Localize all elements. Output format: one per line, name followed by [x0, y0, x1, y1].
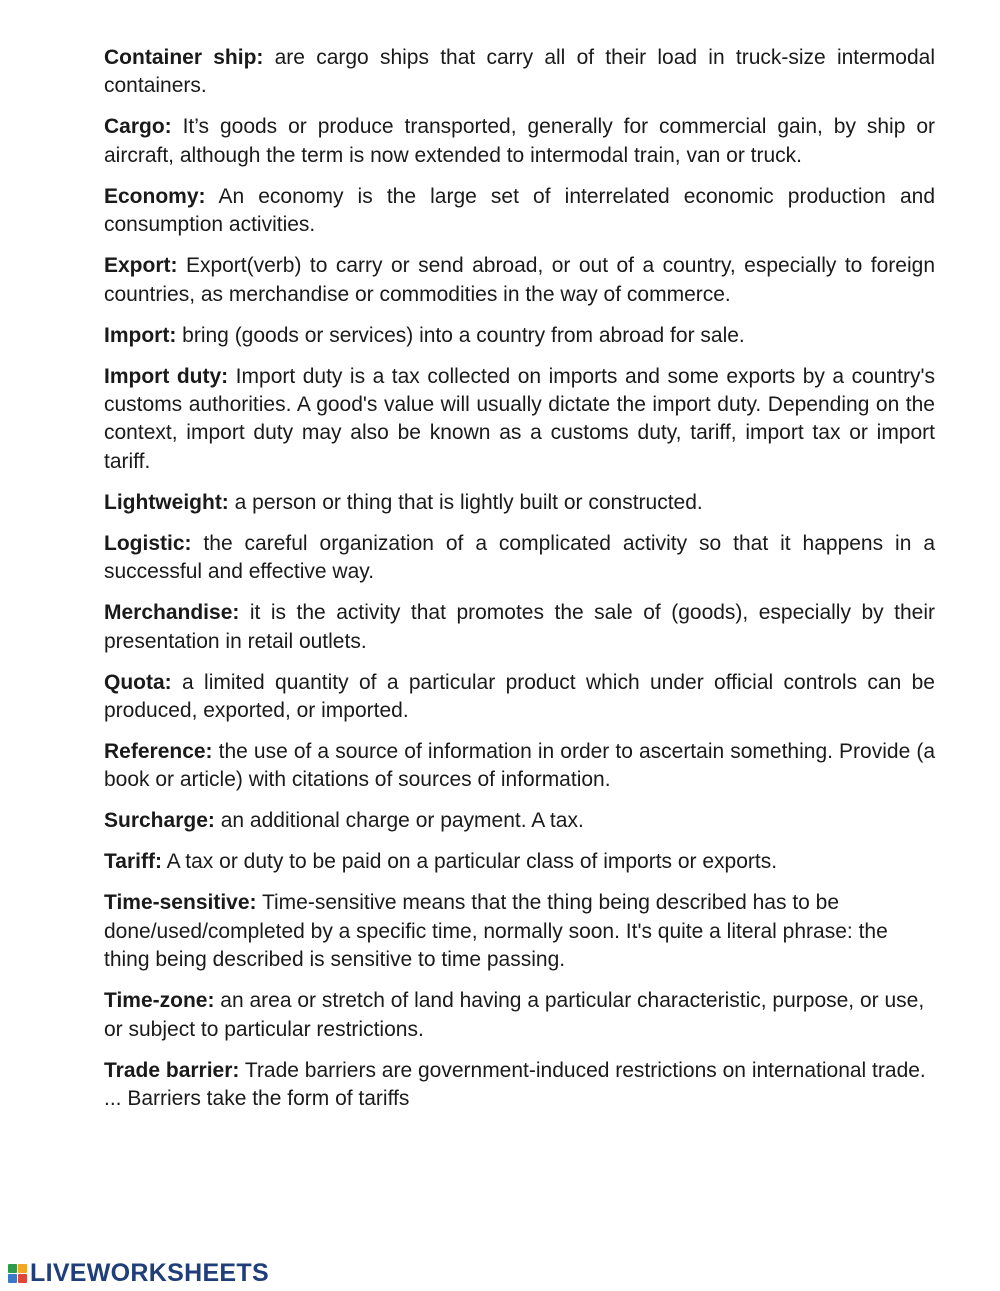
glossary-entry-merchandise — [104, 599, 935, 656]
term: Import: — [104, 323, 177, 347]
glossary-entry-export — [104, 252, 935, 309]
term: Logistic: — [104, 531, 192, 555]
definition: it is the activity that promotes the sale of (goods), especially by their presentation in retail outlets. — [104, 601, 935, 653]
definition: A tax or duty to be paid on a particular class of imports or exports. — [161, 850, 778, 874]
definition: a limited quantity of a particular product which under official controls can be produced, exported, or imported. — [104, 670, 935, 723]
term: Export: — [104, 254, 178, 278]
logo-square-red — [18, 1274, 27, 1283]
glossary-entry-trade-barrier — [104, 1057, 935, 1114]
term: Import duty: — [104, 364, 229, 388]
definition: an additional charge or payment. A tax. — [214, 809, 584, 833]
term: Lightweight: — [104, 490, 229, 514]
definition: Import duty is a tax collected on imports and some exports by a country's customs authorities. A good's value will usually dictate the import duty. Depending on the context, import duty may also be known as a customs duty, tariff, import tax or import tariff. — [104, 364, 936, 473]
logo-square-orange — [18, 1264, 27, 1273]
glossary-entry-cargo — [104, 113, 935, 170]
term: Cargo: — [104, 115, 172, 139]
definition: bring (goods or services) into a country from abroad for sale. — [176, 323, 745, 347]
definition: Time-sensitive means that the thing being described has to be done/used/completed by a specific time, normally soon. It's quite a literal phrase: the thing being described is sensitive to time passing. — [104, 891, 888, 972]
definition: are cargo ships that carry all of their load in truck-size intermodal containers. — [104, 46, 935, 98]
term: Merchandise: — [104, 601, 240, 625]
term: Time-sensitive: — [104, 891, 257, 915]
term: Time-zone: — [104, 989, 215, 1013]
term: Surcharge: — [104, 809, 215, 833]
glossary-entry-lightweight — [104, 489, 935, 517]
definition: the careful organization of a complicated activity so that it happens in a successful and effective way. — [104, 531, 935, 584]
glossary-entry-surcharge — [104, 807, 935, 835]
term: Tariff: — [104, 850, 162, 874]
glossary-entry-logistic — [104, 530, 935, 587]
term: Reference: — [104, 740, 213, 764]
glossary-entry-container-ship — [104, 44, 935, 101]
definition: Trade barriers are government-induced restrictions on international trade. ... Barriers take the form of tariffs — [104, 1058, 926, 1111]
definition: an area or stretch of land having a particular characteristic, purpose, or use, or subject to particular restrictions. — [104, 989, 925, 1041]
term: Quota: — [104, 670, 172, 694]
glossary-entry-time-sensitive — [104, 889, 935, 974]
definition: a person or thing that is lightly built or constructed. — [228, 490, 703, 514]
logo-mark-icon — [8, 1264, 27, 1283]
glossary-entry-quota — [104, 669, 935, 726]
definition: Export(verb) to carry or send abroad, or out of a country, especially to foreign countries, as merchandise or commodities in the way of commerce. — [104, 254, 935, 306]
liveworksheets-logo — [8, 1258, 269, 1288]
glossary-entry-import-duty — [104, 363, 935, 477]
glossary — [104, 44, 935, 1126]
glossary-entry-reference — [104, 738, 935, 795]
definition: the use of a source of information in order to ascertain something. Provide (a book or article) with citations of sources of information. — [104, 740, 935, 792]
logo-square-green — [8, 1264, 17, 1273]
glossary-entry-time-zone — [104, 987, 935, 1044]
glossary-entry-economy — [104, 183, 935, 240]
logo-square-blue — [8, 1274, 17, 1283]
term: Container ship: — [104, 46, 264, 69]
glossary-entry-import — [104, 322, 935, 350]
logo-text: LIVEWORKSHEETS — [30, 1259, 269, 1287]
term: Trade barrier: — [104, 1058, 240, 1082]
term: Economy: — [104, 184, 206, 208]
definition: An economy is the large set of interrelated economic production and consumption activities. — [104, 184, 935, 237]
glossary-entry-tariff — [104, 848, 935, 876]
definition: It’s goods or produce transported, generally for commercial gain, by ship or aircraft, although the term is now extended to intermodal train, van or truck. — [104, 115, 935, 167]
